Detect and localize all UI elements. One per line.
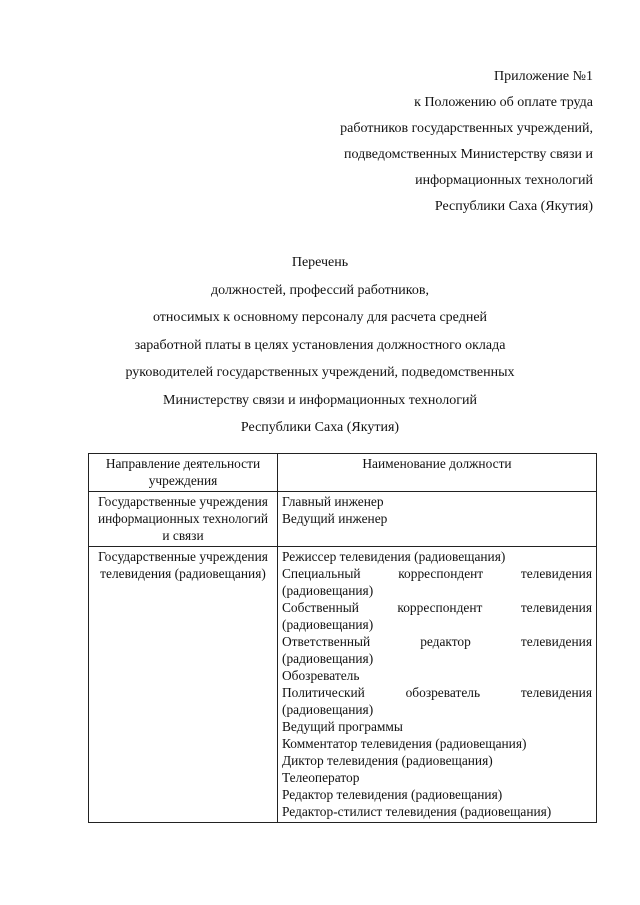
table-row — [89, 547, 597, 823]
title-line: Перечень — [291, 255, 349, 270]
position-item: Ответственный редактор телевидения (радиовещания) — [282, 634, 592, 666]
positions-cell — [278, 492, 597, 547]
position-item: Режиссер телевидения (радиовещания) — [282, 549, 506, 564]
direction-cell: Государственные учреждения информационных технологий и связи — [89, 492, 278, 547]
appendix-line: информационных технологий — [415, 173, 593, 188]
position-item: Политический обозреватель телевидения (радиовещания) — [282, 685, 592, 717]
appendix-line: Республики Саха (Якутия) — [434, 199, 593, 214]
appendix-line: Приложение №1 — [494, 69, 593, 84]
table-body — [89, 492, 597, 823]
appendix-header — [340, 64, 593, 220]
positions-cell — [278, 547, 597, 823]
table-header-row — [89, 454, 597, 492]
direction-cell: Государственные учреждения телевидения (радиовещания) — [89, 547, 278, 823]
position-item: Главный инженер — [282, 494, 384, 509]
position-item: Собственный корреспондент телевидения (радиовещания) — [282, 600, 592, 632]
position-item: Редактор-стилист телевидения (радиовещания) — [282, 804, 552, 819]
position-item: Телеоператор — [282, 770, 360, 785]
position-item: Ведущий программы — [282, 719, 403, 734]
title-line: Министерству связи и информационных технологий — [163, 392, 477, 408]
document-title — [0, 249, 640, 442]
title-line: относимых к основному персоналу для расчета средней — [152, 310, 488, 325]
appendix-line: работников государственных учреждений, — [340, 121, 593, 136]
header-direction: Направление деятельности учреждения — [89, 454, 278, 492]
table-row — [89, 492, 597, 547]
title-line: руководителей государственных учреждений, подведомственных — [125, 365, 515, 380]
position-item: Ведущий инженер — [282, 511, 388, 526]
position-item: Комментатор телевидения (радиовещания) — [282, 736, 527, 751]
title-line: должностей, профессий работников, — [211, 282, 429, 298]
position-item: Обозреватель — [282, 668, 360, 683]
position-item: Редактор телевидения (радиовещания) — [282, 787, 503, 802]
title-line: заработной платы в целях установления должностного оклада — [134, 337, 506, 353]
position-item: Специальный корреспондент телевидения (радиовещания) — [282, 566, 592, 598]
position-item: Диктор телевидения (радиовещания) — [282, 753, 493, 768]
positions-table — [88, 453, 597, 823]
appendix-line: к Положению об оплате труда — [414, 95, 593, 110]
header-position: Наименование должности — [278, 454, 597, 492]
title-line: Республики Саха (Якутия) — [240, 420, 400, 435]
appendix-line: подведомственных Министерству связи и — [344, 147, 593, 162]
